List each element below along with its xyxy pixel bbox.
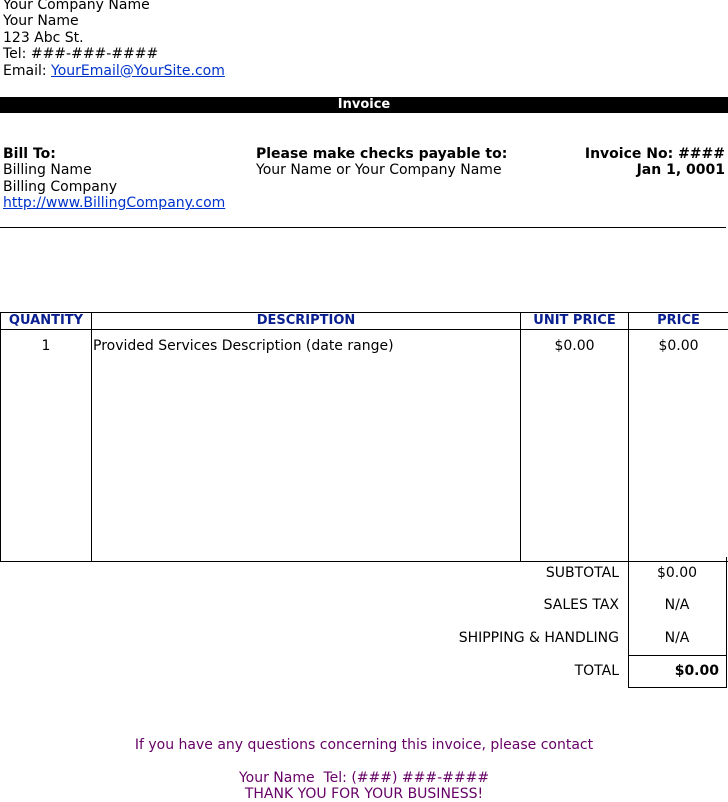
billing-url-link[interactable]: http://www.BillingCompany.com [3,195,225,211]
subtotal-value: $0.00 [628,565,726,581]
payable-name: Your Name or Your Company Name [256,162,507,178]
company-address: 123 Abc St. [3,30,225,46]
sales-tax-value: N/A [628,597,726,613]
subtotal-label: SUBTOTAL [546,565,619,581]
header-unit-price: UNIT PRICE [521,313,629,330]
row-price: $0.00 [629,330,728,562]
header-quantity: QUANTITY [1,313,92,330]
bill-to-heading: Bill To: [3,146,225,162]
billing-company: Billing Company [3,179,225,195]
invoice-title: Invoice [338,97,390,112]
table-header-row [1,313,728,330]
invoice-title-bar [0,97,728,113]
total-value: $0.00 [628,663,719,679]
section-divider [0,227,726,228]
header-price: PRICE [629,313,728,330]
bill-to-block [3,146,225,212]
row-unit-price: $0.00 [521,330,629,562]
table-row [1,330,728,562]
footer-contact: Your Name Tel: (###) ###-#### [0,770,728,786]
company-contact-name: Your Name [3,13,225,29]
total-label: TOTAL [575,663,619,679]
footer-questions: If you have any questions concerning this invoice, please contact [0,737,728,753]
row-quantity: 1 [1,330,92,562]
company-email-row [3,63,225,79]
billing-name: Billing Name [3,162,225,178]
company-name: Your Company Name [3,0,225,13]
email-link[interactable]: YourEmail@YourSite.com [51,63,225,79]
shipping-label: SHIPPING & HANDLING [459,630,619,646]
invoice-number: Invoice No: #### [585,146,725,162]
footer-thanks: THANK YOU FOR YOUR BUSINESS! [0,786,728,802]
total-rule [628,655,727,656]
shipping-value: N/A [628,630,726,646]
payable-block [256,146,507,179]
payable-heading: Please make checks payable to: [256,146,507,162]
company-info [3,0,225,79]
invoice-info-block [585,146,725,179]
company-tel: Tel: ###-###-#### [3,46,225,62]
email-label: Email: [3,63,47,79]
invoice-date: Jan 1, 0001 [585,162,725,178]
header-description: DESCRIPTION [92,313,521,330]
sales-tax-label: SALES TAX [544,597,619,613]
row-description: Provided Services Description (date range) [92,330,521,562]
line-items-table [0,312,728,562]
